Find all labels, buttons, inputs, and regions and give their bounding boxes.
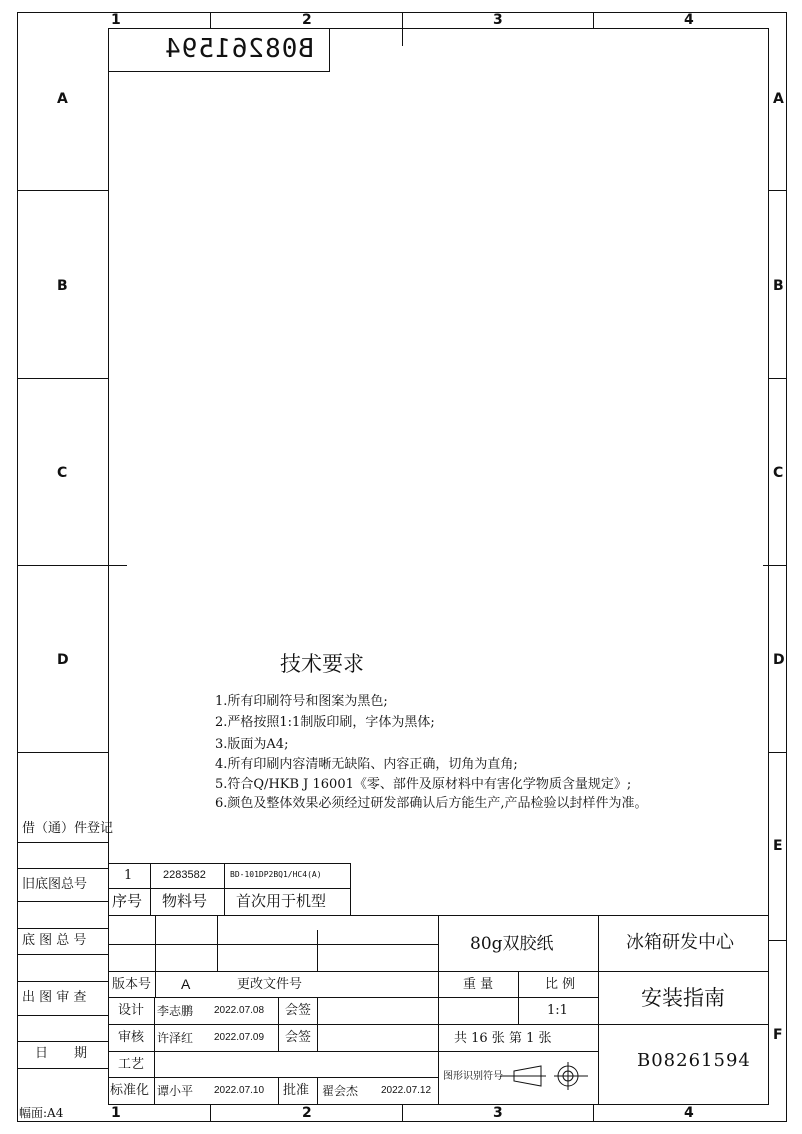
col-label-top-3: 3 [493,12,503,28]
row-label-right-d: D [773,652,785,668]
col-div-bot-3 [593,1104,594,1121]
col-div-top-3 [593,12,594,28]
bom-material-value: 2283582 [163,869,206,881]
col-label-top-4: 4 [684,12,694,28]
row-div-right-cd [763,565,786,566]
doc-title: 安装指南 [641,986,725,1010]
tech-req-item-4: 4.所有印刷内容清晰无缺陷、内容正确，切角为直角; [215,757,518,772]
tb-v-6 [518,971,519,1025]
row-div-left-bc [17,378,108,379]
tb-h-6 [108,1077,438,1078]
bom-v-2 [224,863,225,915]
tb-v-7 [598,915,599,1105]
tb-v-1b [154,997,155,1104]
lp-h-4 [17,928,108,929]
row-div-right-bc [768,378,786,379]
base-no-label: 底 图 总 号 [22,933,87,948]
row-label-right-a: A [773,91,784,107]
row-label-left-a: A [57,91,68,107]
weight-label: 重 量 [463,977,494,992]
row-label-left-d: D [57,652,69,668]
role-review: 审核 [118,1030,145,1045]
old-base-no-label: 旧底图总号 [22,877,88,892]
tb-v-2 [217,915,218,971]
row-label-right-c: C [773,465,784,481]
borrow-reg-label: 借（通）件登记 [22,821,114,836]
version-value: A [181,976,191,992]
lp-h-3 [17,901,108,902]
tb-v-1 [155,915,156,998]
lp-h-9 [17,1068,108,1069]
tb-v-4c [317,1077,318,1104]
part-number: B08261594 [637,1050,751,1071]
lp-h-2 [17,868,108,869]
paper-spec: 80g双胶纸 [470,934,554,954]
sign-approve: 批准 [283,1083,310,1098]
lp-h-8 [17,1041,108,1042]
frame-right [786,12,787,1122]
bom-right [350,863,351,915]
date-design: 2022.07.08 [214,1005,265,1016]
tech-req-item-3: 3.版面为A4; [215,737,289,752]
name-review: 许泽红 [157,1031,194,1045]
col-div-bot-2 [402,1104,403,1121]
col-label-top-2: 2 [302,12,312,28]
row-label-right-b: B [773,278,784,294]
row-div-right-ab [768,190,786,191]
bom-top [108,863,350,864]
col-label-bot-4: 4 [684,1105,694,1121]
tech-req-item-2: 2.严格按照1:1制版印刷，字体为黑体; [215,715,435,730]
version-label: 版本号 [112,977,152,992]
lp-h-1 [17,842,108,843]
row-div-right-ef [768,940,786,941]
bom-material-header: 物料号 [162,892,208,910]
tb-h-1 [108,944,438,945]
date-approver: 2022.07.12 [381,1085,432,1096]
tech-req-item-6: 6.颜色及整体效果必须经过研发部确认后方能生产,产品检验以封样件为准。 [215,796,648,811]
change-doc-label: 更改文件号 [237,977,303,992]
bom-seq-value: 1 [124,868,133,883]
role-process: 工艺 [118,1057,145,1072]
name-approver: 翟会杰 [322,1084,359,1098]
mirrored-code: B08261594 [164,34,314,64]
symbol-label: 图形识别符号 [443,1071,503,1082]
role-design: 设计 [118,1003,145,1018]
row-div-left-cd [17,565,127,566]
tech-req-title: 技术要求 [280,652,364,676]
tech-req-item-1: 1.所有印刷符号和图案为黑色; [215,694,388,709]
col-label-bot-1: 1 [111,1105,121,1121]
row-div-left-ab [17,190,108,191]
date-standard: 2022.07.10 [214,1085,265,1096]
row-div-left-de [17,752,108,753]
projection-symbol-icon [500,1062,592,1090]
bom-mid [108,888,350,889]
format-label: 幅面:A4 [19,1106,64,1120]
name-design: 李志鹏 [157,1004,194,1018]
row-div-right-de [768,752,786,753]
tb-v-4b [317,997,318,1051]
bom-model-value: BD-101DP2BQ1/HC4(A) [230,870,322,879]
col-label-bot-3: 3 [493,1105,503,1121]
lp-h-6 [17,981,108,982]
tb-h-3 [108,997,599,998]
tb-v-3 [278,997,279,1051]
org-name: 冰箱研发中心 [626,932,734,953]
sign-design: 会签 [285,1003,312,1018]
lp-h-7 [17,1015,108,1016]
row-label-right-f: F [773,1027,783,1043]
bom-model-header: 首次用于机型 [236,892,327,910]
row-label-left-b: B [57,278,68,294]
tb-v-5 [438,915,439,1105]
row-label-right-e: E [773,838,783,854]
tech-req-item-5: 5.符合Q/HKB J 16001《零、部件及原材料中有害化学物质含量规定》; [215,777,632,792]
out-review-label: 出 图 审 查 [22,990,87,1005]
role-standard: 标准化 [110,1083,150,1098]
sheet-count: 共 16 张 第 1 张 [454,1031,552,1046]
col-div-bot-1 [210,1104,211,1121]
scale-label: 比 例 [545,977,576,992]
tb-h-5 [108,1051,599,1052]
frame-bottom [17,1121,787,1122]
bom-v-1 [150,863,151,915]
tb-v-3b [278,1077,279,1104]
lp-h-5 [17,954,108,955]
date-review: 2022.07.09 [214,1032,265,1043]
scale-value: 1:1 [547,1003,568,1018]
sign-review: 会签 [285,1030,312,1045]
bom-seq-header: 序号 [112,892,143,910]
row-label-left-c: C [57,465,68,481]
col-label-bot-2: 2 [302,1105,312,1121]
tb-v-4 [317,930,318,971]
name-standard: 谭小平 [157,1084,194,1098]
col-div-top-1 [210,12,211,28]
col-label-top-1: 1 [111,12,121,28]
col-div-top-2 [402,12,403,46]
frame-left [17,12,18,1122]
date-label: 日 期 [35,1046,88,1061]
